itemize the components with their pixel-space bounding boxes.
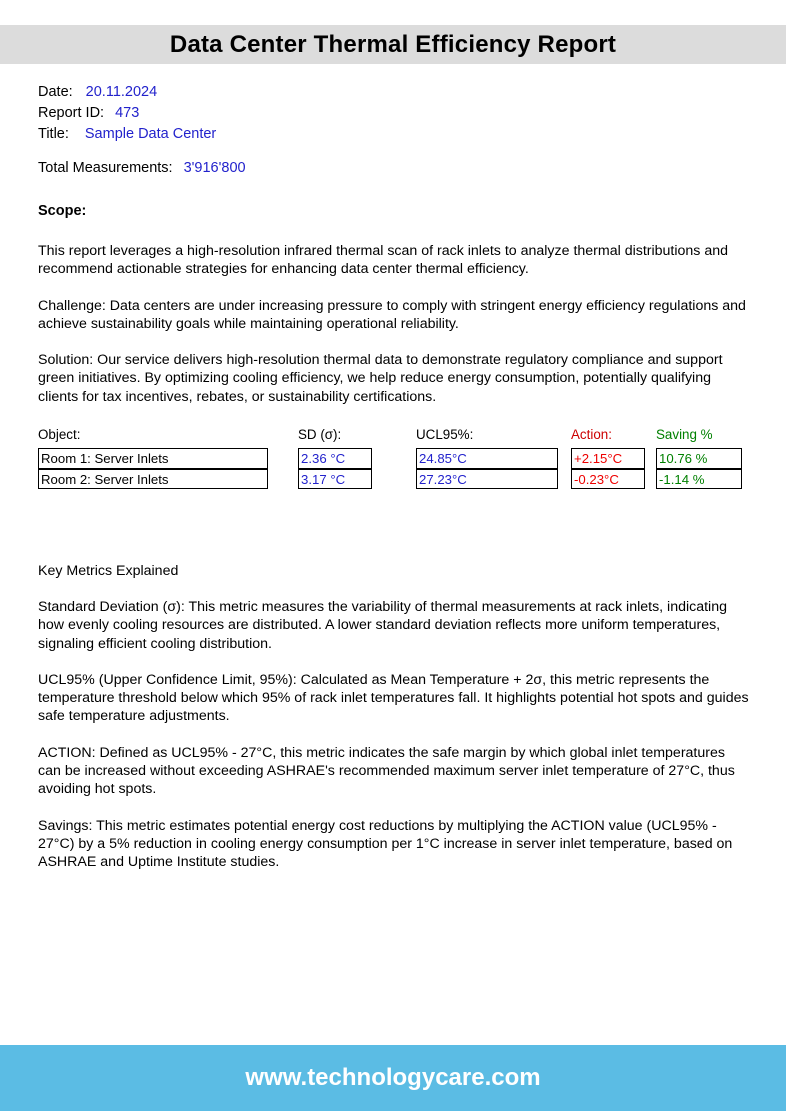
table-row xyxy=(38,448,268,469)
report-id-label: Report ID: xyxy=(38,105,105,121)
metrics-paragraph-ucl95: UCL95% (Upper Confidence Limit, 95%): Calculated as Mean Temperature + 2σ, this metric represents the temperature threshold below which 95% of rack inlet temperatures fall. It highlights potential hot spots and guides safe temperature adjustments. xyxy=(38,671,749,725)
results-table xyxy=(38,427,748,490)
report-id-value: 473 xyxy=(115,105,140,121)
cell-ucl-row1: 24.85°C xyxy=(419,451,467,466)
column-header-sd: SD (σ): xyxy=(298,427,342,442)
table-row xyxy=(38,468,268,489)
column-header-object: Object: xyxy=(38,427,81,442)
table-row xyxy=(656,468,742,489)
cell-sd-row1: 2.36 °C xyxy=(301,451,346,466)
key-metrics-heading: Key Metrics Explained xyxy=(38,563,179,579)
footer-website-link[interactable]: www.technologycare.com xyxy=(245,1064,541,1091)
title-value: Sample Data Center xyxy=(84,126,217,142)
scope-paragraph-1: This report leverages a high-resolution infrared thermal scan of rack inlets to analyze thermal distributions and recommend actionable strategies for enhancing data center thermal efficiency. xyxy=(38,243,729,278)
table-row xyxy=(298,448,372,469)
key-metrics-section xyxy=(38,562,750,872)
meta-row-date xyxy=(38,82,748,103)
column-header-ucl95: UCL95%: xyxy=(416,427,474,442)
metrics-paragraph-sd: Standard Deviation (σ): This metric measures the variability of thermal measurements at rack inlets, indicating how evenly cooling resources are distributed. A lower standard deviation reflects more uniform temperatures, signaling efficient cooling distribution. xyxy=(38,599,727,652)
results-table-header-row xyxy=(38,427,748,444)
document-body xyxy=(38,82,748,406)
table-row xyxy=(656,448,742,469)
cell-saving-row2: -1.14 % xyxy=(659,472,705,487)
cell-object-row1: Room 1: Server Inlets xyxy=(41,451,169,466)
report-meta-block xyxy=(38,82,748,179)
meta-row-report-id xyxy=(38,103,748,124)
table-row xyxy=(298,468,372,489)
cell-saving-row1: 10.76 % xyxy=(659,451,708,466)
meta-row-title xyxy=(38,124,748,145)
table-row xyxy=(571,448,645,469)
scope-heading: Scope: xyxy=(38,203,87,219)
cell-object-row2: Room 2: Server Inlets xyxy=(41,472,169,487)
cell-sd-row2: 3.17 °C xyxy=(301,472,346,487)
table-row xyxy=(416,468,558,489)
metrics-paragraph-action: ACTION: Defined as UCL95% - 27°C, this metric indicates the safe margin by which global inlet temperatures can be increased without exceeding ASHRAE's recommended maximum server inlet temperature of 27°C, thus avoiding hot spots. xyxy=(38,744,735,798)
date-value: 20.11.2024 xyxy=(85,84,158,100)
meta-spacer xyxy=(38,145,748,158)
column-header-action: Action: xyxy=(571,427,612,442)
report-header-band xyxy=(0,25,786,64)
cell-action-row1: +2.15°C xyxy=(574,451,623,466)
metrics-paragraph-savings: Savings: This metric estimates potential energy cost reductions by multiplying the ACTION value (UCL95% - 27°C) by a 5% reduction in cooling energy consumption per 1°C increase in server inlet temperature, based on ASHRAE and Uptime Institute studies. xyxy=(38,817,733,871)
table-row xyxy=(571,468,645,489)
total-measurements-value: 3'916'800 xyxy=(183,160,246,176)
cell-ucl-row2: 27.23°C xyxy=(419,472,467,487)
footer-band xyxy=(0,1045,786,1111)
title-label: Title: xyxy=(38,126,69,142)
cell-action-row2: -0.23°C xyxy=(574,472,619,487)
column-header-saving: Saving % xyxy=(656,427,713,442)
page-title: Data Center Thermal Efficiency Report xyxy=(169,30,617,58)
table-row xyxy=(416,448,558,469)
meta-row-total-measurements xyxy=(38,158,748,179)
date-label: Date: xyxy=(38,84,73,100)
scope-paragraph-3: Solution: Our service delivers high-resolution thermal data to demonstrate regulatory compliance and support green initiatives. By optimizing cooling efficiency, we help reduce energy consumption, potentially qualifying clients for tax incentives, rebates, or sustainability certifications. xyxy=(38,352,723,405)
total-measurements-label: Total Measurements: xyxy=(38,160,173,176)
results-table-body xyxy=(38,448,748,490)
scope-paragraph-2: Challenge: Data centers are under increasing pressure to comply with stringent energy efficiency regulations and achieve sustainability goals while maintaining operational reliability. xyxy=(38,297,746,332)
